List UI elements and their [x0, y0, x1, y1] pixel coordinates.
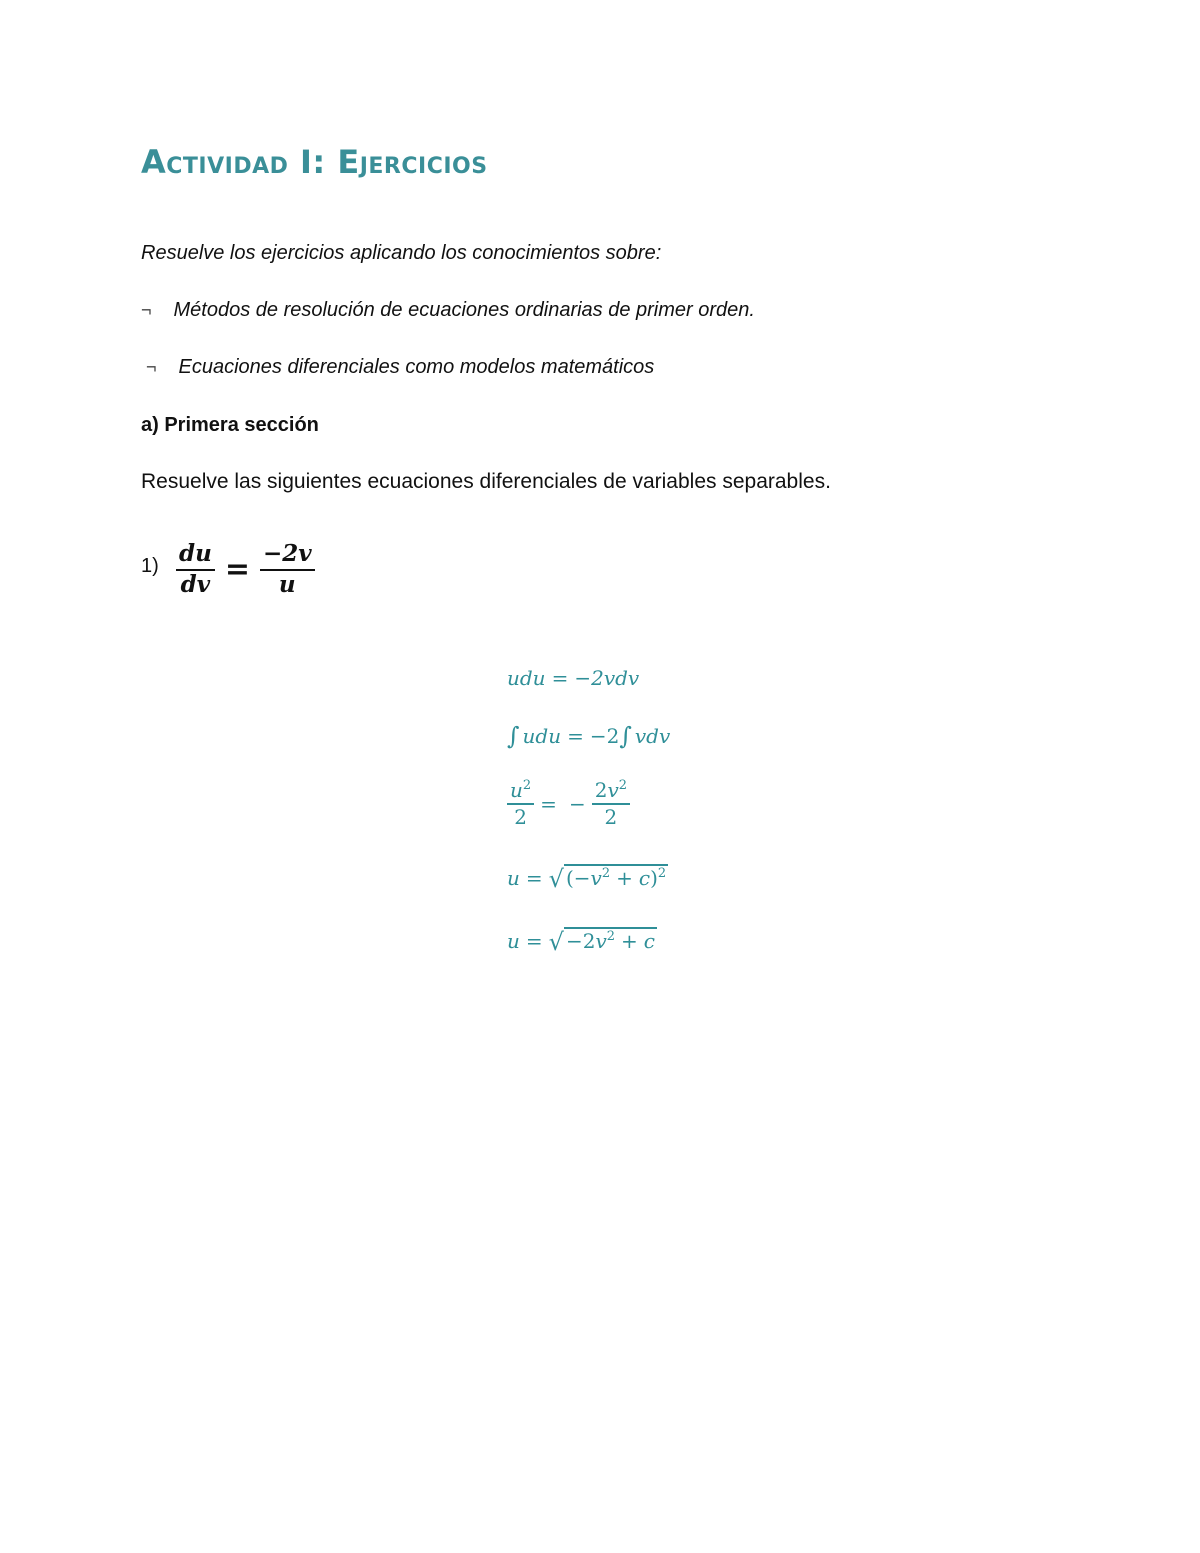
title-text: A [141, 143, 167, 181]
fraction-denominator: 2 [604, 805, 618, 829]
integral-icon: ∫ [619, 722, 632, 750]
solution-step-2 [507, 722, 670, 750]
integral-icon: ∫ [507, 722, 520, 750]
equals-sign: = [540, 792, 557, 816]
fraction-numerator: −2v [260, 540, 315, 571]
rhs-fraction [592, 778, 630, 830]
lhs-fraction [176, 540, 215, 600]
exponent: 2 [601, 866, 611, 881]
fraction-numerator: du [176, 540, 215, 571]
equals-sign: = [567, 724, 584, 748]
bullet-item [146, 356, 654, 379]
exponent: 2 [618, 778, 628, 793]
equals-sign: = [551, 666, 569, 690]
bullet-mark-icon: ¬ [141, 300, 152, 320]
rhs-fraction [260, 540, 315, 600]
bullet-mark-icon: ¬ [146, 357, 157, 377]
lhs-fraction [507, 778, 534, 830]
section-heading: a) Primera sección [141, 414, 319, 436]
step-term: u [507, 865, 520, 890]
step-term: v [607, 778, 619, 802]
solution-step-3 [507, 778, 630, 830]
square-root [549, 864, 669, 891]
radicand [564, 864, 668, 891]
step-term: u [510, 778, 523, 802]
step-term: ) [650, 866, 658, 890]
fraction-denominator: dv [180, 570, 211, 598]
step-term: udu [507, 666, 546, 690]
plus-sign: + [621, 929, 638, 953]
equals-sign: = [525, 928, 543, 953]
solution-step-1 [507, 666, 639, 690]
exercise-equation [176, 540, 315, 600]
exponent: 2 [606, 929, 616, 944]
bullet-item [141, 299, 755, 322]
step-term: u [507, 928, 520, 953]
bullet-text: Métodos de resolución de ecuaciones ordinarias de primer orden. [173, 299, 755, 321]
title-text: JERCICIOS [359, 154, 488, 179]
equals-sign: = [224, 552, 250, 588]
fraction-denominator: 2 [514, 805, 527, 829]
square-root [549, 927, 657, 954]
step-term: −2 [565, 929, 596, 953]
radical-icon: √ [548, 928, 564, 956]
step-term: (− [565, 866, 591, 890]
exponent: 2 [522, 778, 532, 793]
radicand [564, 927, 657, 954]
step-term: v [590, 866, 602, 890]
exponent: 2 [657, 866, 667, 881]
page-title [141, 143, 488, 181]
step-term: 2 [594, 778, 608, 802]
exercise-number: 1) [141, 555, 159, 577]
plus-sign: + [616, 866, 633, 890]
instructions-text: Resuelve las siguientes ecuaciones diferenciales de variables separables. [141, 470, 831, 493]
intro-text: Resuelve los ejercicios aplicando los conocimientos sobre: [141, 242, 662, 264]
equals-sign: = [525, 865, 543, 890]
fraction-numerator [507, 778, 534, 805]
step-term: v [595, 929, 607, 953]
solution-step-5 [507, 927, 657, 954]
step-term: −2 [589, 724, 620, 748]
step-term: vdv [634, 724, 671, 748]
title-text: I: E [288, 143, 360, 181]
step-term: c [643, 929, 655, 953]
fraction-denominator: u [278, 570, 296, 598]
bullet-text: Ecuaciones diferenciales como modelos matemáticos [178, 356, 655, 378]
fraction-numerator [592, 778, 630, 805]
step-term: c [638, 866, 651, 890]
step-term: udu [522, 724, 562, 748]
solution-step-4 [507, 864, 668, 891]
radical-icon: √ [548, 865, 564, 893]
title-text: CTIVIDAD [166, 154, 289, 179]
step-term: −2vdv [574, 666, 640, 690]
minus-sign: − [568, 792, 586, 816]
